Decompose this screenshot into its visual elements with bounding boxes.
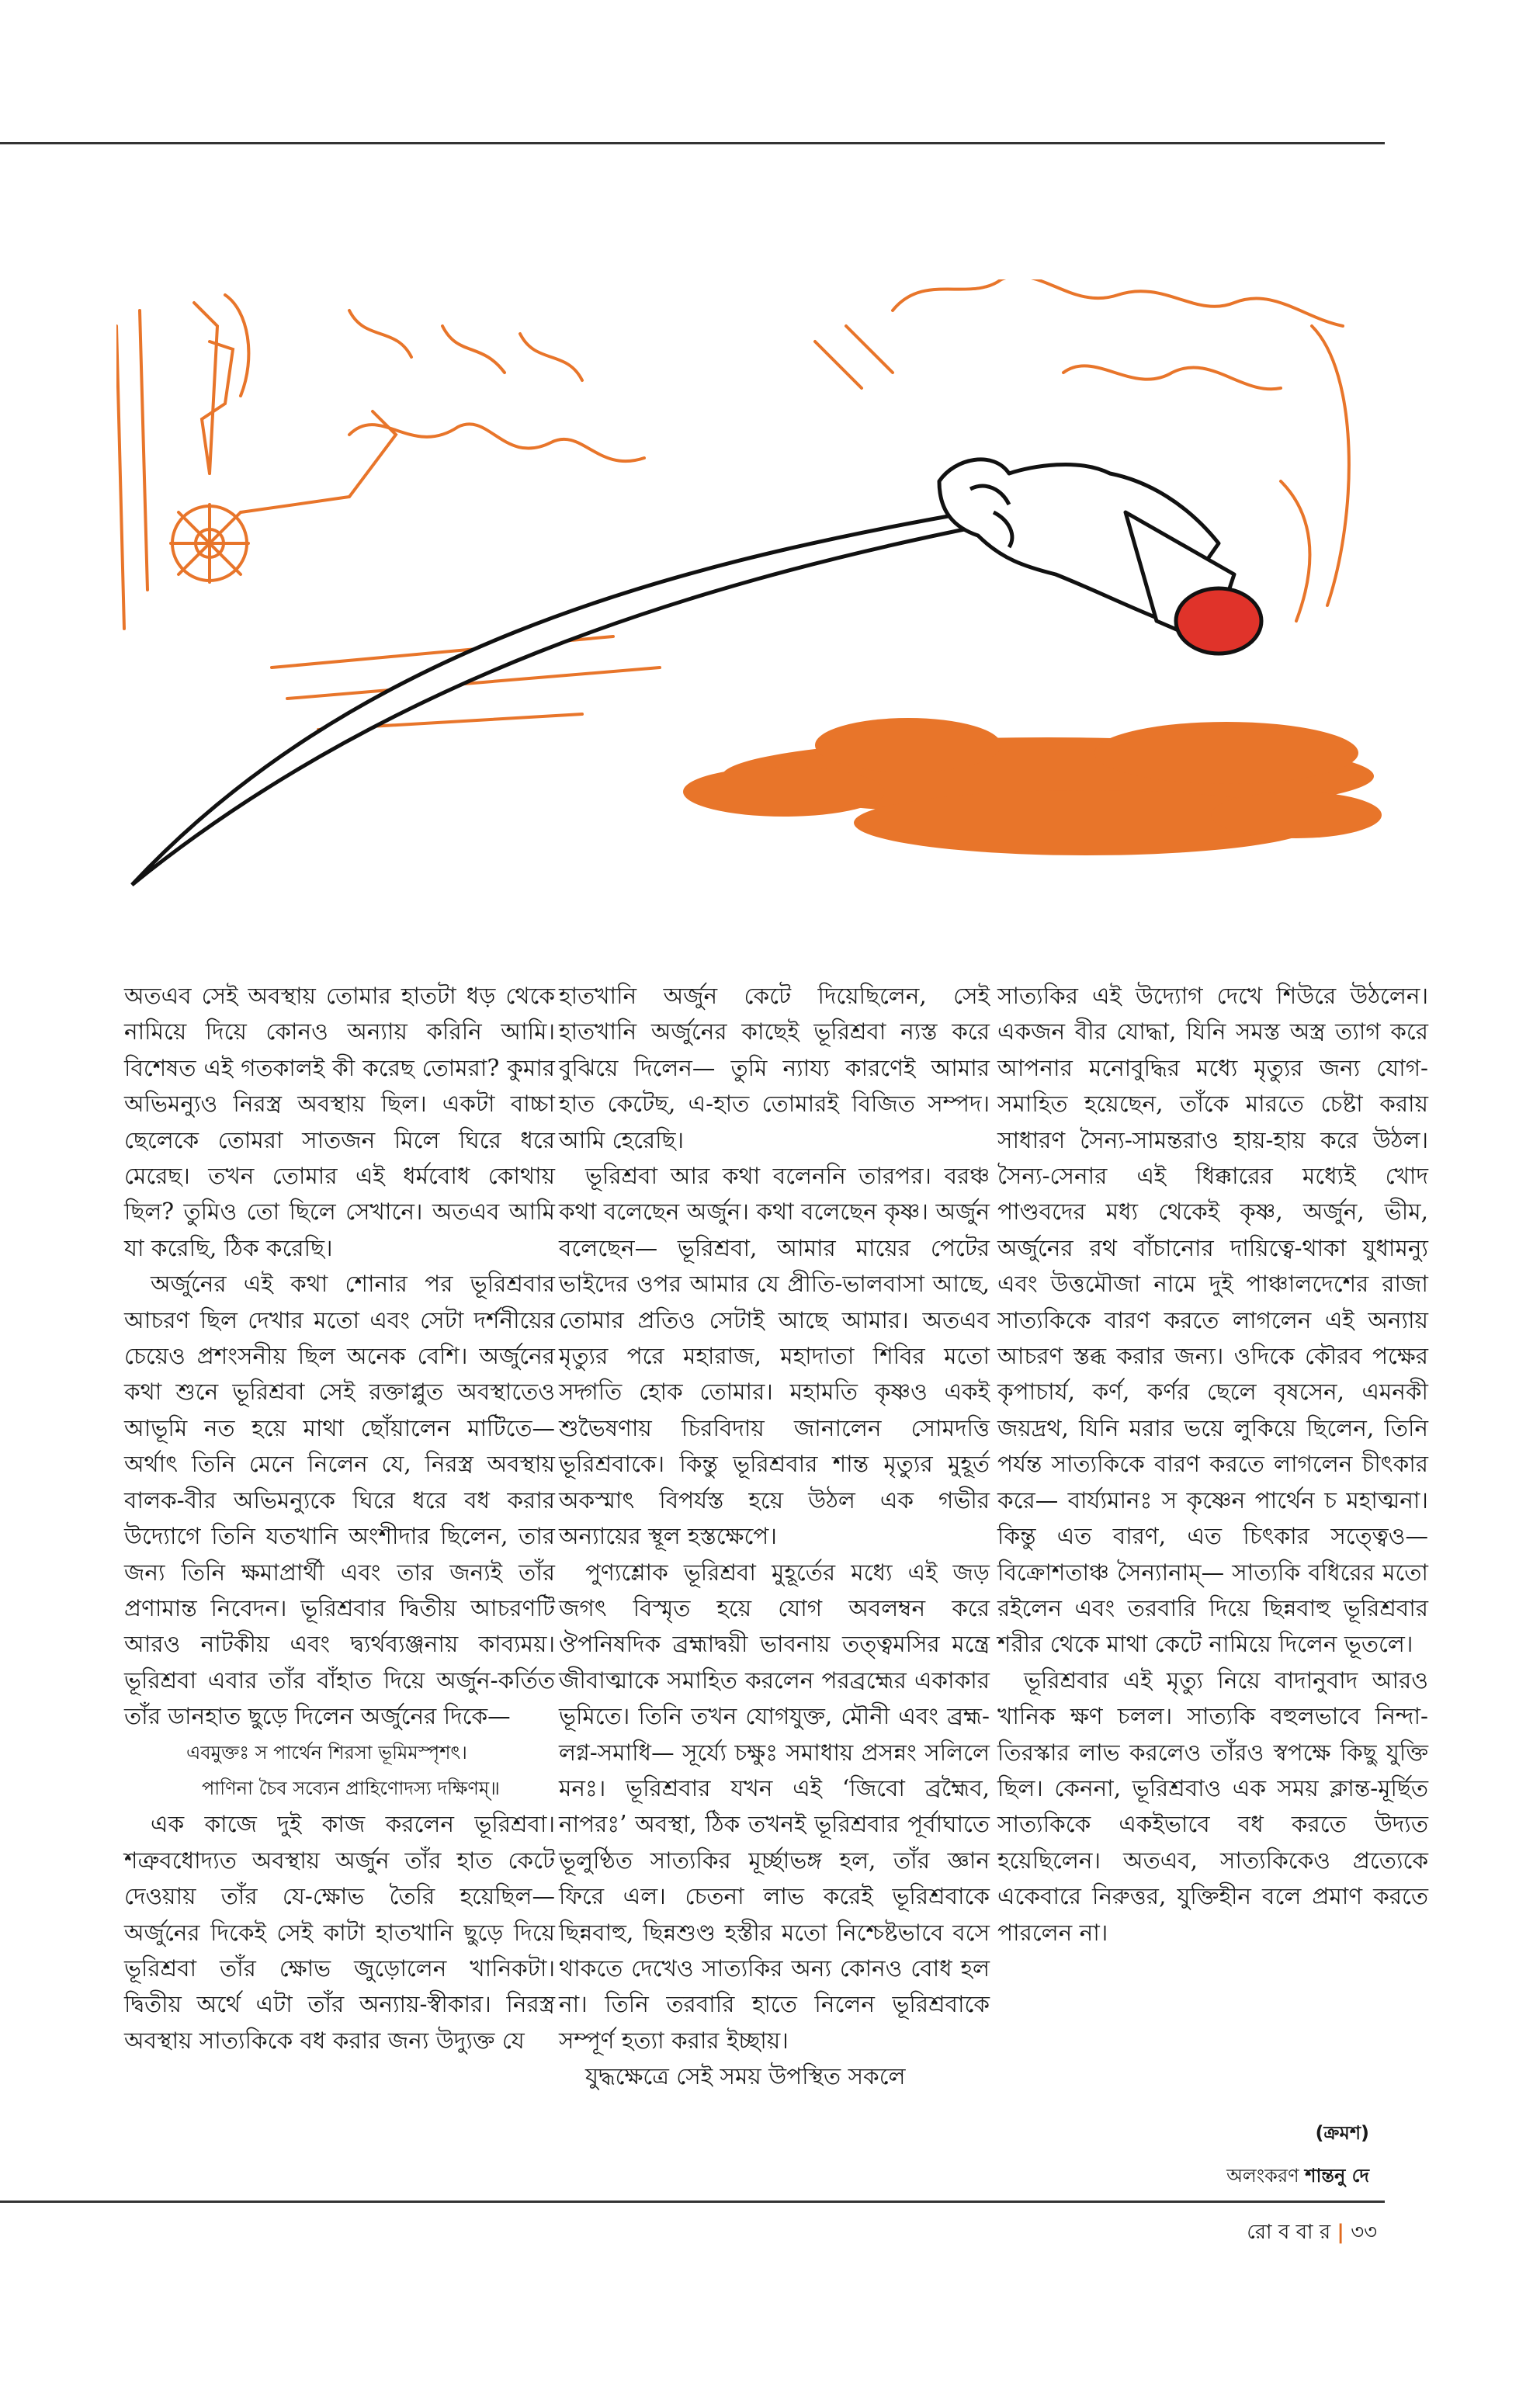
paragraph: অতএব সেই অবস্থায় তোমার হাতটা ধড় থেকে নামিয়ে দিয়ে কোনও অন্যায় করিনি আমি। বিশেষত এই গতকালই কী করেছ তোমরা? কুমার অভিমন্যুও নিরস্ত্র অবস্থায় ছিল। একটা বাচ্চা ছেলেকে তোমরা সাতজন মিলে ঘিরে ধরে মেরেছ। তখন তোমার এই ধর্মবোধ কোথায় ছিল? তুমিও তো ছিলে সেখানে। অতএব আমি যা করেছি, ঠিক করেছি। bbox=[124, 983, 555, 1261]
top-rule bbox=[0, 142, 1385, 144]
sword-blade bbox=[132, 512, 980, 885]
page-footer bbox=[1247, 2216, 1377, 2250]
article-column-2 bbox=[559, 978, 990, 2095]
wound bbox=[1176, 588, 1261, 654]
paragraph: অর্জুনের এই কথা শোনার পর ভূরিশ্রবার আচরণ ছিল দেখার মতো এবং সেটা দর্শনীয়ের চেয়েও প্রশংসনীয় ছিল অনেক বেশি। অর্জুনের কথা শুনে ভূরিশ্রবা সেই রক্তাপ্লুত অবস্থাতেও আভূমি নত হয়ে মাথা ছোঁয়ালেন মাটিতে— অর্থাৎ তিনি মেনে নিলেন যে, নিরস্ত্র অবস্থায় বালক-বীর অভিমন্যুকে ঘিরে ধরে বধ করার উদ্যোগে তিনি যতখানি অংশীদার ছিলেন, তার জন্য তিনি ক্ষমাপ্রার্থী এবং তার জন্যই তাঁর প্রণামান্ত নিবেদন। ভূরিশ্রবার দ্বিতীয় আচরণটি আরও নাটকীয় এবং দ্ব্যর্থব্যঞ্জনায় কাব্যময়। ভূরিশ্রবা এবার তাঁর বাঁহাত দিয়ে অর্জুন-কর্তিত তাঁর ডানহাত ছুড়ে দিলেন অর্জুনের দিকে— bbox=[124, 1271, 555, 1730]
magazine-name: রো ব বা র bbox=[1247, 2221, 1331, 2244]
paragraph: হাতখানি অর্জুন কেটে দিয়েছিলেন, সেই হাতখানি অর্জুনের কাছেই ভূরিশ্রবা ন্যস্ত করে বুঝিয়ে দিলেন— তুমি ন্যায্য কারণেই আমার হাত কেটেছ, এ-হাত তোমারই বিজিত সম্পদ। আমি হেরেছি। bbox=[559, 983, 990, 1153]
illustrator-name: শান্তনু দে bbox=[1305, 2165, 1369, 2187]
article-column-1 bbox=[124, 978, 555, 2058]
sanskrit-verse-line: পাণিনা চৈব সব্যেন প্রাহিণোদস্য দক্ষিণম্॥ bbox=[202, 1777, 500, 1799]
page-number: ৩৩ bbox=[1351, 2221, 1377, 2244]
credit-label: অলংকরণ bbox=[1226, 2165, 1299, 2187]
paragraph: সাত্যকির এই উদ্যোগ দেখে শিউরে উঠলেন। একজন বীর যোদ্ধা, যিনি সমস্ত অস্ত্র ত্যাগ করে আপনার মনোবুদ্ধির মধ্যে মৃত্যুর জন্য যোগ-সমাহিত হয়েছেন, তাঁকে মারতে চেষ্টা করায় সাধারণ সৈন্য-সামন্তরাও হায়-হায় করে উঠল। সৈন্য-সেনার এই ধিক্কারের মধ্যেই খোদ পাণ্ডবদের মধ্য থেকেই কৃষ্ণ, অর্জুন, ভীম, অর্জুনের রথ বাঁচানোর দায়িত্বে-থাকা যুধামন্যু এবং উত্তমৌজা নামে দুই পাঞ্চালদেশের রাজা সাত্যকিকে বারণ করতে লাগলেন এই অন্যায় আচরণ স্তব্ধ করার জন্য। ওদিকে কৌরব পক্ষের কৃপাচার্য, কর্ণ, কর্ণর ছেলে বৃষসেন, এমনকী জয়দ্রথ, যিনি মরার ভয়ে লুকিয়ে ছিলেন, তিনি পর্যন্ত সাত্যকিকে বারণ করতে লাগলেন চীৎকার করে— বার্য্যমানঃ স কৃষ্ণেন পার্থেন চ মহাত্মনা। কিন্তু এত বারণ, এত চিৎকার সত্ত্বেও— বিক্রোশতাঞ্চ সৈন্যানাম্— সাত্যকি বধিরের মতো রইলেন এবং তরবারি দিয়ে ছিন্নবাহু ভূরিশ্রবার শরীর থেকে মাথা কেটে নামিয়ে দিলেন ভূতলে। bbox=[997, 983, 1428, 1658]
blood-pool bbox=[683, 718, 1382, 855]
paragraph: যুদ্ধক্ষেত্রে সেই সময় উপস্থিত সকলে bbox=[585, 2063, 906, 2090]
paragraph: ভূরিশ্রবা আর কথা বলেননি তারপর। বরঞ্চ কথা বলেছেন অর্জুন। কথা বলেছেন কৃষ্ণ। অর্জুন বলেছেন— ভূরিশ্রবা, আমার মায়ের পেটের ভাইদের ওপর আমার যে প্রীতি-ভালবাসা আছে, তোমার প্রতিও সেটাই আছে আমার। অতএব মৃত্যুর পরে মহারাজ, মহাদাতা শিবির মতো সদ্গতি হোক তোমার। মহামতি কৃষ্ণও একই শুভৈষণায় চিরবিদায় জানালেন সোমদত্তি ভূরিশ্রবাকে। কিন্তু ভূরিশ্রবার শান্ত মৃত্যুর মুহূর্ত অকস্মাৎ বিপর্যস্ত হয়ে উঠল এক গভীর অন্যায়ের স্থূল হস্তক্ষেপে। bbox=[559, 1163, 990, 1550]
continued-note: (ক্রমশ) bbox=[1315, 2122, 1369, 2144]
article-column-3 bbox=[997, 978, 1428, 1951]
paragraph: পুণ্যশ্লোক ভূরিশ্রবা মুহূর্তের মধ্যে এই জড় জগৎ বিস্মৃত হয়ে যোগ অবলম্বন করে ঔপনিষদিক ব্রহ্মাদ্বয়ী ভাবনায় তত্ত্বমসির মন্ত্রে জীবাত্মাকে সমাহিত করলেন পরব্রহ্মের একাকার ভূমিতে। তিনি তখন যোগযুক্ত, মৌনী এবং ব্রহ্ম-লগ্ন-সমাধি— সূর্য্যে চক্ষুঃ সমাধায় প্রসন্নং সলিলে মনঃ। ভূরিশ্রবার যখন এই ‘জিবো ব্রহ্মৈব, নাপরঃ’ অবস্থা, ঠিক তখনই ভূরিশ্রবার পূর্বাঘাতে ভূলুণ্ঠিত সাত্যকির মূর্চ্ছাভঙ্গ হল, তাঁর জ্ঞান ফিরে এল। চেতনা লাভ করেই ভূরিশ্রবাকে ছিন্নবাহু, ছিন্নশুণ্ড হস্তীর মতো নিশ্চেষ্টভাবে বসে থাকতে দেখেও সাত্যকির অন্য কোনও বোধ হল না। তিনি তরবারি হাতে নিলেন ভূরিশ্রবাকে সম্পূর্ণ হত্যা করার ইচ্ছায়। bbox=[559, 1559, 990, 2054]
illustration-credit bbox=[1226, 2162, 1369, 2193]
sanskrit-verse-line: এবমুক্তঃ স পার্থেন শিরসা ভূমিমস্পৃশৎ। bbox=[186, 1741, 467, 1764]
paragraph: এক কাজে দুই কাজ করলেন ভূরিশ্রবা। শত্রুবধোদ্যত অবস্থায় অর্জুন তাঁর হাত কেটে দেওয়ায় তাঁর যে-ক্ষোভ তৈরি হয়েছিল— অর্জুনের দিকেই সেই কাটা হাতখানি ছুড়ে দিয়ে ভূরিশ্রবা তাঁর ক্ষোভ জুড়োলেন খানিকটা। দ্বিতীয় অর্থে এটা তাঁর অন্যায়-স্বীকার। নিরস্ত্র অবস্থায় সাত্যকিকে বধ করার জন্য উদ্যুক্ত যে bbox=[124, 1811, 555, 2054]
bottom-rule bbox=[0, 2201, 1385, 2203]
illustration-severed-arm-with-sword bbox=[116, 279, 1389, 924]
footer-separator: | bbox=[1337, 2221, 1344, 2244]
paragraph: ভূরিশ্রবার এই মৃত্যু নিয়ে বাদানুবাদ আরও খানিক ক্ষণ চলল। সাত্যকি বহুলভাবে নিন্দা-তিরস্কার লাভ করলেও তাঁরও স্বপক্ষে কিছু যুক্তি ছিল। কেননা, ভূরিশ্রবাও এক সময় ক্লান্ত-মূর্ছিত সাত্যকিকে একইভাবে বধ করতে উদ্যত হয়েছিলেন। অতএব, সাত্যকিকেও প্রত্যেকে একেবারে নিরুত্তর, যুক্তিহীন বলে প্রমাণ করতে পারলেন না। bbox=[997, 1666, 1428, 1946]
